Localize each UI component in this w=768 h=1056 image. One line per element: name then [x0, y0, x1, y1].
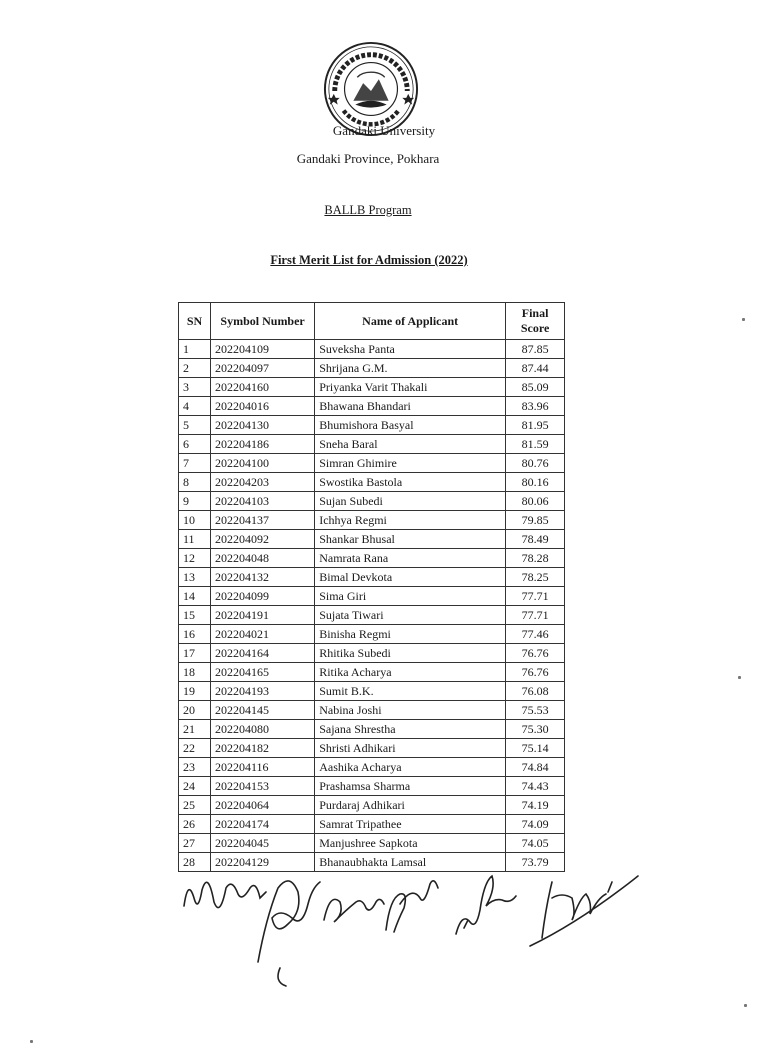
- signature-6: [530, 876, 638, 946]
- row-final-score-cell: 74.43: [506, 777, 565, 796]
- column-header-sn: SN: [179, 303, 211, 340]
- row-sn-cell: 4: [179, 397, 211, 416]
- table-row: [179, 682, 565, 701]
- row-applicant-name-cell: Prashamsa Sharma: [315, 777, 506, 796]
- row-symbol-number-cell: 202204048: [210, 549, 314, 568]
- table-row: [179, 758, 565, 777]
- signature-1: [184, 882, 266, 907]
- row-applicant-name-cell: Sujan Subedi: [315, 492, 506, 511]
- table-row: [179, 777, 565, 796]
- table-row: [179, 416, 565, 435]
- table-row: [179, 739, 565, 758]
- row-sn-cell: 6: [179, 435, 211, 454]
- row-final-score-cell: 81.59: [506, 435, 565, 454]
- merit-list-table: [178, 302, 565, 872]
- row-applicant-name-cell: Sima Giri: [315, 587, 506, 606]
- row-sn-cell: 25: [179, 796, 211, 815]
- row-applicant-name-cell: Ritika Acharya: [315, 663, 506, 682]
- table-row: [179, 530, 565, 549]
- row-sn-cell: 13: [179, 568, 211, 587]
- column-header-name: Name of Applicant: [315, 303, 506, 340]
- row-applicant-name-cell: Suveksha Panta: [315, 340, 506, 359]
- row-symbol-number-cell: 202204103: [210, 492, 314, 511]
- row-symbol-number-cell: 202204145: [210, 701, 314, 720]
- table-row: [179, 568, 565, 587]
- merit-list-title: First Merit List for Admission (2022): [270, 253, 468, 267]
- table-row: [179, 625, 565, 644]
- row-final-score-cell: 78.49: [506, 530, 565, 549]
- row-final-score-cell: 74.84: [506, 758, 565, 777]
- row-sn-cell: 5: [179, 416, 211, 435]
- table-row: [179, 587, 565, 606]
- row-applicant-name-cell: Samrat Tripathee: [315, 815, 506, 834]
- row-final-score-cell: 80.76: [506, 454, 565, 473]
- row-symbol-number-cell: 202204165: [210, 663, 314, 682]
- table-row: [179, 473, 565, 492]
- row-symbol-number-cell: 202204186: [210, 435, 314, 454]
- row-symbol-number-cell: 202204132: [210, 568, 314, 587]
- signature-4: [386, 881, 438, 932]
- row-sn-cell: 19: [179, 682, 211, 701]
- column-header-symbol-number: Symbol Number: [210, 303, 314, 340]
- row-sn-cell: 11: [179, 530, 211, 549]
- row-final-score-cell: 77.71: [506, 606, 565, 625]
- row-symbol-number-cell: 202204160: [210, 378, 314, 397]
- row-symbol-number-cell: 202204129: [210, 853, 314, 872]
- table-row: [179, 796, 565, 815]
- scan-speck: [30, 1040, 33, 1043]
- table-row: [179, 549, 565, 568]
- row-symbol-number-cell: 202204064: [210, 796, 314, 815]
- row-applicant-name-cell: Bimal Devkota: [315, 568, 506, 587]
- row-final-score-cell: 74.09: [506, 815, 565, 834]
- row-sn-cell: 3: [179, 378, 211, 397]
- table-row: [179, 397, 565, 416]
- row-applicant-name-cell: Shristi Adhikari: [315, 739, 506, 758]
- row-final-score-cell: 78.25: [506, 568, 565, 587]
- signature-5: [456, 876, 516, 934]
- row-final-score-cell: 87.85: [506, 340, 565, 359]
- scan-speck: [744, 1004, 747, 1007]
- row-applicant-name-cell: Manjushree Sapkota: [315, 834, 506, 853]
- row-symbol-number-cell: 202204174: [210, 815, 314, 834]
- table-row: [179, 511, 565, 530]
- table-row: [179, 701, 565, 720]
- row-sn-cell: 14: [179, 587, 211, 606]
- row-final-score-cell: 78.28: [506, 549, 565, 568]
- row-final-score-cell: 75.30: [506, 720, 565, 739]
- row-symbol-number-cell: 202204116: [210, 758, 314, 777]
- table-row: [179, 606, 565, 625]
- row-applicant-name-cell: Sajana Shrestha: [315, 720, 506, 739]
- row-final-score-cell: 74.05: [506, 834, 565, 853]
- row-symbol-number-cell: 202204203: [210, 473, 314, 492]
- program-name: BALLB Program: [324, 203, 412, 217]
- row-final-score-cell: 81.95: [506, 416, 565, 435]
- row-applicant-name-cell: Sujata Tiwari: [315, 606, 506, 625]
- row-symbol-number-cell: 202204193: [210, 682, 314, 701]
- table-row: [179, 663, 565, 682]
- table-header-row: [179, 303, 565, 340]
- row-applicant-name-cell: Simran Ghimire: [315, 454, 506, 473]
- table-row: [179, 834, 565, 853]
- row-symbol-number-cell: 202204164: [210, 644, 314, 663]
- row-final-score-cell: 76.08: [506, 682, 565, 701]
- row-final-score-cell: 80.06: [506, 492, 565, 511]
- row-applicant-name-cell: Shankar Bhusal: [315, 530, 506, 549]
- merit-list-body: [179, 340, 565, 872]
- table-row: [179, 492, 565, 511]
- row-applicant-name-cell: Sumit B.K.: [315, 682, 506, 701]
- row-sn-cell: 15: [179, 606, 211, 625]
- row-final-score-cell: 87.44: [506, 359, 565, 378]
- row-final-score-cell: 77.71: [506, 587, 565, 606]
- row-final-score-cell: 76.76: [506, 663, 565, 682]
- row-symbol-number-cell: 202204137: [210, 511, 314, 530]
- row-sn-cell: 10: [179, 511, 211, 530]
- row-symbol-number-cell: 202204130: [210, 416, 314, 435]
- row-final-score-cell: 79.85: [506, 511, 565, 530]
- row-sn-cell: 22: [179, 739, 211, 758]
- row-final-score-cell: 85.09: [506, 378, 565, 397]
- row-symbol-number-cell: 202204191: [210, 606, 314, 625]
- row-applicant-name-cell: Binisha Regmi: [315, 625, 506, 644]
- row-sn-cell: 27: [179, 834, 211, 853]
- scan-speck: [742, 318, 745, 321]
- row-final-score-cell: 75.14: [506, 739, 565, 758]
- row-symbol-number-cell: 202204045: [210, 834, 314, 853]
- row-symbol-number-cell: 202204016: [210, 397, 314, 416]
- row-final-score-cell: 74.19: [506, 796, 565, 815]
- row-symbol-number-cell: 202204097: [210, 359, 314, 378]
- row-applicant-name-cell: Rhitika Subedi: [315, 644, 506, 663]
- table-row: [179, 435, 565, 454]
- row-sn-cell: 20: [179, 701, 211, 720]
- university-name: Gandaki University: [332, 123, 436, 138]
- row-applicant-name-cell: Sneha Baral: [315, 435, 506, 454]
- table-row: [179, 454, 565, 473]
- row-final-score-cell: 83.96: [506, 397, 565, 416]
- row-sn-cell: 26: [179, 815, 211, 834]
- row-final-score-cell: 80.16: [506, 473, 565, 492]
- row-sn-cell: 7: [179, 454, 211, 473]
- row-symbol-number-cell: 202204100: [210, 454, 314, 473]
- row-applicant-name-cell: Namrata Rana: [315, 549, 506, 568]
- table-row: [179, 340, 565, 359]
- row-sn-cell: 16: [179, 625, 211, 644]
- row-applicant-name-cell: Nabina Joshi: [315, 701, 506, 720]
- column-header-final-score: Final Score: [506, 303, 565, 340]
- row-final-score-cell: 77.46: [506, 625, 565, 644]
- row-applicant-name-cell: Priyanka Varit Thakali: [315, 378, 506, 397]
- row-final-score-cell: 76.76: [506, 644, 565, 663]
- row-applicant-name-cell: Aashika Acharya: [315, 758, 506, 777]
- row-sn-cell: 12: [179, 549, 211, 568]
- row-sn-cell: 9: [179, 492, 211, 511]
- row-symbol-number-cell: 202204153: [210, 777, 314, 796]
- row-symbol-number-cell: 202204092: [210, 530, 314, 549]
- signatures-area: [180, 858, 650, 998]
- row-sn-cell: 28: [179, 853, 211, 872]
- row-sn-cell: 17: [179, 644, 211, 663]
- row-final-score-cell: 75.53: [506, 701, 565, 720]
- row-applicant-name-cell: Bhawana Bhandari: [315, 397, 506, 416]
- row-sn-cell: 2: [179, 359, 211, 378]
- signature-3: [324, 899, 384, 922]
- row-applicant-name-cell: Swostika Bastola: [315, 473, 506, 492]
- row-applicant-name-cell: Bhanaubhakta Lamsal: [315, 853, 506, 872]
- row-sn-cell: 1: [179, 340, 211, 359]
- scan-speck: [738, 676, 741, 679]
- table-row: [179, 644, 565, 663]
- signature-2: [258, 881, 320, 986]
- table-row: [179, 359, 565, 378]
- row-symbol-number-cell: 202204021: [210, 625, 314, 644]
- row-applicant-name-cell: Ichhya Regmi: [315, 511, 506, 530]
- row-symbol-number-cell: 202204080: [210, 720, 314, 739]
- row-sn-cell: 8: [179, 473, 211, 492]
- row-sn-cell: 23: [179, 758, 211, 777]
- row-symbol-number-cell: 202204099: [210, 587, 314, 606]
- table-row: [179, 378, 565, 397]
- row-sn-cell: 24: [179, 777, 211, 796]
- row-symbol-number-cell: 202204182: [210, 739, 314, 758]
- table-row: [179, 815, 565, 834]
- row-applicant-name-cell: Purdaraj Adhikari: [315, 796, 506, 815]
- row-final-score-cell: 73.79: [506, 853, 565, 872]
- row-symbol-number-cell: 202204109: [210, 340, 314, 359]
- province-address: Gandaki Province, Pokhara: [296, 151, 440, 166]
- row-applicant-name-cell: Bhumishora Basyal: [315, 416, 506, 435]
- table-row: [179, 720, 565, 739]
- row-sn-cell: 18: [179, 663, 211, 682]
- row-sn-cell: 21: [179, 720, 211, 739]
- row-applicant-name-cell: Shrijana G.M.: [315, 359, 506, 378]
